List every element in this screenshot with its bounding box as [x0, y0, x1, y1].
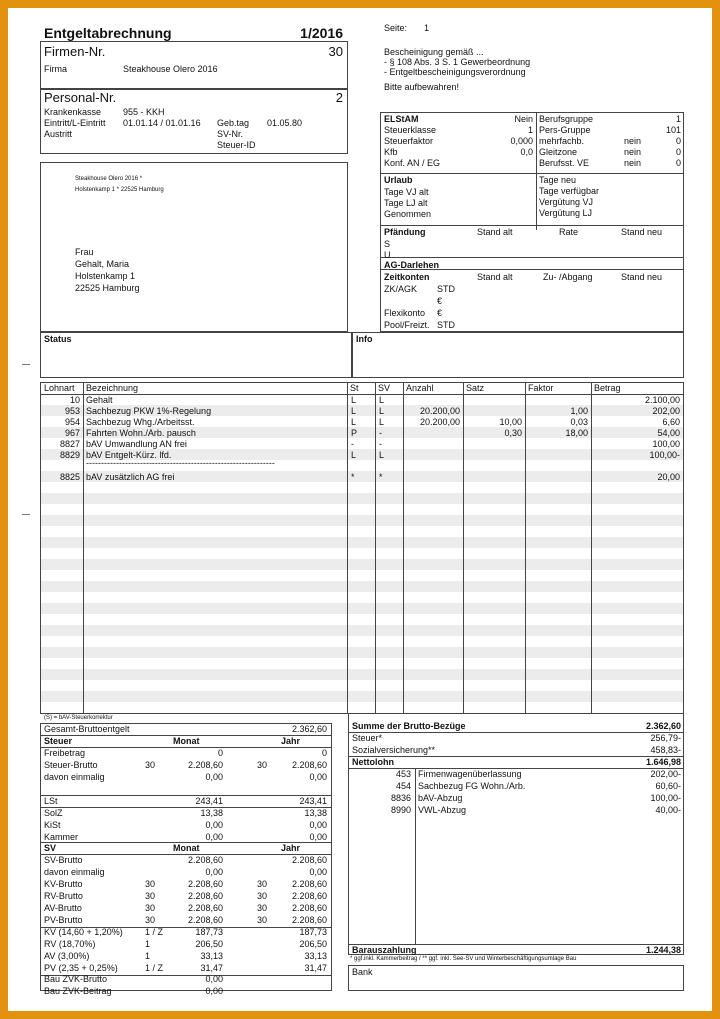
- lohnart-cell-betrag: 100,00: [652, 439, 680, 449]
- payout-value: 1.244,38: [645, 945, 681, 955]
- tax-row-monat: 2.208,60: [187, 891, 223, 901]
- tax-row-monat: 33,13: [200, 951, 223, 961]
- personal-box: [40, 89, 348, 154]
- lohnart-header: Bezeichnung: [86, 383, 139, 393]
- tax-row-label: RV-Brutto: [44, 891, 83, 901]
- firm-box: [40, 41, 348, 89]
- lohnart-cell-nr: 8827: [59, 439, 80, 449]
- tax-row-label: PV-Brutto: [44, 915, 83, 925]
- lohnart-cell-faktor: 18,00: [565, 428, 588, 438]
- elstam-right-label: Pers-Gruppe: [539, 125, 591, 135]
- zeitkonten-unit: STD: [437, 284, 455, 294]
- tax-row-jahr: 0: [321, 748, 327, 758]
- table-stripe: [41, 559, 683, 570]
- pfaendung-col-header: Rate: [559, 227, 579, 237]
- lohnart-cell-st: -: [351, 439, 354, 449]
- bank-label: Bank: [352, 967, 373, 977]
- elstam-label: Konf. AN / EG: [384, 158, 441, 168]
- kk-label: Krankenkasse: [44, 107, 102, 117]
- tax-row-jahr: 206,50: [299, 939, 327, 949]
- tax-row-label: KV-Brutto: [44, 879, 83, 889]
- firm-nr-value: 30: [328, 44, 343, 59]
- sv-monat-header: Monat: [173, 843, 200, 853]
- page-number: 1: [424, 23, 430, 33]
- address-line: Frau: [75, 247, 94, 257]
- sv-nr-label: SV-Nr.: [217, 129, 244, 139]
- lohnart-cell-faktor: 1,00: [570, 406, 588, 416]
- payout-label: Barauszahlung: [352, 945, 417, 955]
- tax-row-jahr: 13,38: [304, 808, 327, 818]
- entry-label: Eintritt/L-Eintritt: [44, 118, 106, 128]
- tax-row-jahr: 0,00: [309, 867, 327, 877]
- tax-row-label: KV (14,60 + 1,20%): [44, 927, 123, 937]
- lohnart-cell-name: Fahrten Wohn./Arb. pausch: [86, 428, 196, 438]
- elstam-right-value: 0: [675, 136, 681, 146]
- table-stripe: [41, 603, 683, 614]
- lohnart-cell-name: bAV Umwandlung AN frei: [86, 439, 187, 449]
- lohnart-cell-st: L: [351, 417, 357, 427]
- tax-row-monat: 31,47: [200, 963, 223, 973]
- elstam-label: Steuerklasse: [384, 125, 437, 135]
- tax-row-code: 1: [145, 939, 151, 949]
- sv-jahr-header: Jahr: [281, 843, 301, 853]
- tax-row-label: davon einmalig: [44, 772, 105, 782]
- tax-row-jahr: 2.208,60: [291, 879, 327, 889]
- lohnart-cell-betrag: 202,00: [652, 406, 680, 416]
- brutto-label: Summe der Brutto-Bezüge: [352, 721, 466, 731]
- table-stripe: [41, 515, 683, 526]
- notice-line: Bescheinigung gemäß ...: [384, 47, 484, 57]
- tax-row-label: AV-Brutto: [44, 903, 82, 913]
- tax-row-code2: 30: [257, 915, 268, 925]
- tax-row-monat: 243,41: [195, 796, 223, 806]
- lohnart-cell-betrag: 2.100,00: [644, 395, 680, 405]
- tax-row-jahr: 2.208,60: [291, 855, 327, 865]
- lohnart-header: Anzahl: [406, 383, 434, 393]
- pfaendung-col-header: Stand neu: [621, 227, 663, 237]
- lohnart-cell-name: Gehalt: [86, 395, 113, 405]
- zeitkonten-col-header: Zu- /Abgang: [543, 272, 593, 282]
- address-box: [40, 162, 348, 332]
- tax-row-monat: 0,00: [205, 986, 223, 996]
- lohnart-header: Satz: [466, 383, 485, 393]
- zeitkonten-col-header: Stand alt: [477, 272, 513, 282]
- notice-line: - § 108 Abs. 3 S. 1 Gewerbeordnung: [384, 57, 531, 67]
- elstam-right-label: mehrfachb.: [539, 136, 585, 146]
- tax-row-label: Kammer: [44, 832, 79, 842]
- elstam-right-value: 1: [675, 114, 681, 124]
- lohnart-header: St: [350, 383, 359, 393]
- address-line: Holstenkamp 1: [75, 271, 136, 281]
- lohnart-cell-nr: 8829: [59, 450, 80, 460]
- sv-title: SV: [44, 843, 57, 853]
- table-stripe: [41, 493, 683, 504]
- deduction-value: 202,00-: [650, 769, 681, 779]
- tax-row-label: AV (3,00%): [44, 951, 90, 961]
- payslip-page: [8, 8, 712, 1011]
- lohnart-cell-betrag: 6,60: [662, 417, 680, 427]
- lohnart-cell-sv: L: [379, 395, 385, 405]
- tax-row-monat: 0,00: [205, 974, 223, 984]
- tax-row-code2: 30: [257, 760, 268, 770]
- tax-row-monat: 206,50: [195, 939, 223, 949]
- tax-row-code: 30: [145, 879, 156, 889]
- fold-mark: [22, 514, 30, 515]
- lohnart-cell-st: L: [351, 406, 357, 416]
- deduction-value: 40,00-: [655, 805, 681, 815]
- elstam-right-mid: nein: [624, 136, 642, 146]
- elstam-right-value: 0: [675, 147, 681, 157]
- tax-row-monat: 187,73: [195, 927, 223, 937]
- pfaendung-title: Pfändung: [384, 227, 426, 237]
- kk-value: 955 - KKH: [123, 107, 165, 117]
- lohnart-cell-st: P: [351, 428, 358, 438]
- deduction-name: Firmenwagenüberlassung: [418, 769, 522, 779]
- tax-row-code2: 30: [257, 891, 268, 901]
- lohnart-cell-name: Sachbezug Whg./Arbeitsst.: [86, 417, 195, 427]
- lohnart-header: SV: [378, 383, 391, 393]
- personal-nr-value: 2: [335, 90, 343, 105]
- tax-row-monat: 0: [217, 748, 223, 758]
- zeitkonten-unit: STD: [437, 320, 455, 330]
- net-pay-box: [348, 713, 684, 955]
- elstam-status: Nein: [514, 114, 533, 124]
- deduction-value: 60,60-: [655, 781, 681, 791]
- pfaendung-row: U: [384, 250, 391, 260]
- lohnart-table: [40, 382, 684, 714]
- tax-row-jahr: 33,13: [304, 951, 327, 961]
- darlehen-title: AG-Darlehen: [384, 260, 440, 270]
- exit-label: Austritt: [44, 129, 73, 139]
- tax-row-jahr: 243,41: [299, 796, 327, 806]
- lohnart-cell-sv: -: [379, 428, 382, 438]
- elstam-value: 0,0: [520, 147, 533, 157]
- status-box: [40, 332, 352, 378]
- deduction-name: Sachbezug FG Wohn./Arb.: [418, 781, 526, 791]
- lohnart-cell-sv: *: [379, 472, 383, 482]
- tax-row-label: Bau ZVK-Beitrag: [44, 986, 112, 996]
- tax-row-monat: 13,38: [200, 808, 223, 818]
- elstam-right-mid: nein: [624, 158, 642, 168]
- table-stripe: [41, 669, 683, 680]
- lohnart-cell-faktor: 0,03: [570, 417, 588, 427]
- tax-row-jahr: 2.208,60: [291, 760, 327, 770]
- document-title: Entgeltabrechnung: [44, 25, 172, 41]
- urlaub-label: Tage VJ alt: [384, 187, 429, 197]
- firm-name-value: Steakhouse Olero 2016: [123, 64, 218, 74]
- lohnart-cell-name: bAV zusätzlich AG frei: [86, 472, 175, 482]
- tax-row-code: 1 / Z: [145, 927, 164, 937]
- zeitkonten-label: ZK/AGK: [384, 284, 418, 294]
- birth-value: 01.05.80: [267, 118, 303, 128]
- keep-note: Bitte aufbewahren!: [384, 82, 460, 92]
- footnote-left: (S) = bAV-Steuerkorrektur: [44, 715, 113, 721]
- tax-row-monat: 0,00: [205, 820, 223, 830]
- tax-row-monat: 0,00: [205, 867, 223, 877]
- tax-row-label: LSt: [44, 796, 58, 806]
- tax-row-monat: 2.208,60: [187, 915, 223, 925]
- tax-row-code: 30: [145, 915, 156, 925]
- lohnart-header: Betrag: [594, 383, 621, 393]
- deduction-nr: 454: [395, 781, 411, 791]
- lohnart-cell-satz: 10,00: [499, 417, 522, 427]
- tax-row-jahr: 2.208,60: [291, 915, 327, 925]
- info-box: [352, 332, 684, 378]
- lohnart-cell-sv: -: [379, 439, 382, 449]
- gesamt-value: 2.362,60: [291, 724, 327, 734]
- lohnart-header: Lohnart: [44, 383, 75, 393]
- entry-value: 01.01.14 / 01.01.16: [123, 118, 201, 128]
- info-label: Info: [356, 334, 373, 344]
- period: 1/2016: [300, 25, 343, 41]
- status-label: Status: [44, 334, 72, 344]
- table-stripe: [41, 691, 683, 702]
- lohnart-cell-sv: L: [379, 406, 385, 416]
- lohnart-cell-st: L: [351, 450, 357, 460]
- tax-row-code2: 30: [257, 903, 268, 913]
- lohnart-cell-nr: 8825: [59, 472, 80, 482]
- fold-mark: [22, 364, 30, 365]
- netto-value: 1.646,98: [645, 757, 681, 767]
- lohnart-cell-satz: 0,30: [504, 428, 522, 438]
- elstam-right-mid: nein: [624, 147, 642, 157]
- lohnart-cell-betrag: 54,00: [657, 428, 680, 438]
- lohnart-cell-name: ---------------------------------------------------------------: [86, 458, 275, 468]
- lohnart-cell-sv: L: [379, 417, 385, 427]
- tax-row-label: SolZ: [44, 808, 63, 818]
- sender-line-1: Steakhouse Olero 2016 *: [75, 176, 143, 182]
- urlaub-title: Urlaub: [384, 175, 413, 185]
- firm-name-label: Firma: [44, 64, 67, 74]
- urlaub-right-label: Vergütung LJ: [539, 208, 593, 218]
- tax-row-monat: 0,00: [205, 772, 223, 782]
- steuer-monat-header: Monat: [173, 736, 200, 746]
- elstam-right-value: 0: [675, 158, 681, 168]
- lohnart-header: Faktor: [528, 383, 554, 393]
- tax-row-monat: 0,00: [205, 832, 223, 842]
- zeitkonten-title: Zeitkonten: [384, 272, 430, 282]
- lohnart-cell-st: *: [351, 472, 355, 482]
- urlaub-right-label: Tage neu: [539, 175, 577, 185]
- sv-summary-value: 458,83-: [650, 745, 681, 755]
- tax-row-code2: 30: [257, 879, 268, 889]
- tax-row-jahr: 187,73: [299, 927, 327, 937]
- tax-row-label: SV-Brutto: [44, 855, 83, 865]
- zeitkonten-unit: €: [437, 296, 443, 306]
- elstam-block: [380, 112, 684, 332]
- tax-row-label: Steuer-Brutto: [44, 760, 98, 770]
- elstam-label: Steuerfaktor: [384, 136, 434, 146]
- elstam-value: 0,000: [510, 136, 533, 146]
- lohnart-cell-nr: 953: [64, 406, 80, 416]
- lohnart-cell-betrag: 20,00: [657, 472, 680, 482]
- deduction-nr: 8836: [390, 793, 411, 803]
- address-line: Gehalt, Maria: [75, 259, 130, 269]
- tax-row-monat: 2.208,60: [187, 879, 223, 889]
- lohnart-cell-name: Sachbezug PKW 1%-Regelung: [86, 406, 212, 416]
- zeitkonten-unit: €: [437, 308, 443, 318]
- lohnart-cell-name: bAV Entgelt-Kürz. lfd.: [86, 450, 172, 460]
- table-stripe: [41, 581, 683, 592]
- tax-row-label: Bau ZVK-Brutto: [44, 974, 108, 984]
- tax-row-label: PV (2,35 + 0,25%): [44, 963, 118, 973]
- tax-row-label: davon einmalig: [44, 867, 105, 877]
- lohnart-cell-anzahl: 20.200,00: [419, 406, 460, 416]
- tax-row-code: 1: [145, 951, 151, 961]
- tax-row-jahr: 0,00: [309, 772, 327, 782]
- urlaub-right-label: Vergütung VJ: [539, 197, 594, 207]
- page-label: Seite:: [384, 23, 408, 33]
- zeitkonten-label: Flexikonto: [384, 308, 426, 318]
- lohnart-cell-nr: 967: [64, 428, 80, 438]
- steuer-title: Steuer: [44, 736, 73, 746]
- tax-row-jahr: 0,00: [309, 832, 327, 842]
- zeitkonten-col-header: Stand neu: [621, 272, 663, 282]
- table-stripe: [41, 625, 683, 636]
- birth-label: Geb.tag: [217, 118, 250, 128]
- table-stripe: [41, 647, 683, 658]
- urlaub-label: Genommen: [384, 209, 432, 219]
- tax-row-jahr: 2.208,60: [291, 903, 327, 913]
- tax-row-monat: 2.208,60: [187, 855, 223, 865]
- address-line: 22525 Hamburg: [75, 283, 140, 293]
- notice-line: - Entgeltbescheinigungsverordnung: [384, 67, 526, 77]
- netto-label: Nettolohn: [352, 757, 394, 767]
- firm-nr-label: Firmen-Nr.: [44, 44, 106, 59]
- lohnart-cell-nr: 10: [69, 395, 80, 405]
- tax-row-jahr: 31,47: [304, 963, 327, 973]
- tax-row-monat: 2.208,60: [187, 903, 223, 913]
- lohnart-cell-st: L: [351, 395, 357, 405]
- pfaendung-row: S: [384, 239, 391, 249]
- lohnart-cell-betrag: 100,00-: [649, 450, 680, 460]
- tax-row-code: 30: [145, 891, 156, 901]
- tax-row-label: KiSt: [44, 820, 61, 830]
- deduction-value: 100,00-: [650, 793, 681, 803]
- tax-row-code: 30: [145, 903, 156, 913]
- tax-row-label: RV (18,70%): [44, 939, 96, 949]
- zeitkonten-label: Pool/Freizt.: [384, 320, 430, 330]
- tax-row-code: 1 / Z: [145, 963, 164, 973]
- table-stripe: [41, 537, 683, 548]
- lohnart-cell-anzahl: 20.200,00: [419, 417, 460, 427]
- lohnart-cell-sv: L: [379, 450, 385, 460]
- sender-line-2: Holstenkamp 1 * 22525 Hamburg: [75, 187, 164, 193]
- bank-box: [348, 965, 684, 991]
- deduction-name: bAV-Abzug: [418, 793, 463, 803]
- tax-sv-box: [40, 723, 332, 996]
- elstam-label: Kfb: [384, 147, 398, 157]
- lohnart-cell-nr: 954: [64, 417, 80, 427]
- tax-row-jahr: 0,00: [309, 820, 327, 830]
- gesamt-label: Gesamt-Bruttoentgelt: [44, 724, 130, 734]
- tax-row-monat: 2.208,60: [187, 760, 223, 770]
- steuer-summary-label: Steuer*: [352, 733, 383, 743]
- footnote-right: * ggf.inkl. Kammerbeitrag / ** ggf. inkl. See-SV und Winterbeschäftigungsumlage Bau: [350, 956, 577, 962]
- steuer-summary-value: 256,79-: [650, 733, 681, 743]
- tax-id-label: Steuer-ID: [217, 140, 256, 150]
- elstam-title: ELStAM: [384, 114, 419, 124]
- urlaub-label: Tage LJ alt: [384, 198, 428, 208]
- steuer-jahr-header: Jahr: [281, 736, 301, 746]
- elstam-right-value: 101: [665, 125, 681, 135]
- pfaendung-col-header: Stand alt: [477, 227, 513, 237]
- deduction-nr: 453: [395, 769, 411, 779]
- elstam-value: 1: [527, 125, 533, 135]
- tax-row-jahr: 2.208,60: [291, 891, 327, 901]
- tax-row-label: Freibetrag: [44, 748, 86, 758]
- deduction-nr: 8990: [390, 805, 411, 815]
- tax-row-code: 30: [145, 760, 156, 770]
- deduction-name: VWL-Abzug: [418, 805, 467, 815]
- sv-summary-label: Sozialversicherung**: [352, 745, 436, 755]
- elstam-right-label: Berufsst. VE: [539, 158, 590, 168]
- elstam-right-label: Gleitzone: [539, 147, 578, 157]
- personal-nr-label: Personal-Nr.: [44, 90, 117, 105]
- urlaub-right-label: Tage verfügbar: [539, 186, 600, 196]
- elstam-right-label: Berufsgruppe: [539, 114, 594, 124]
- brutto-value: 2.362,60: [645, 721, 681, 731]
